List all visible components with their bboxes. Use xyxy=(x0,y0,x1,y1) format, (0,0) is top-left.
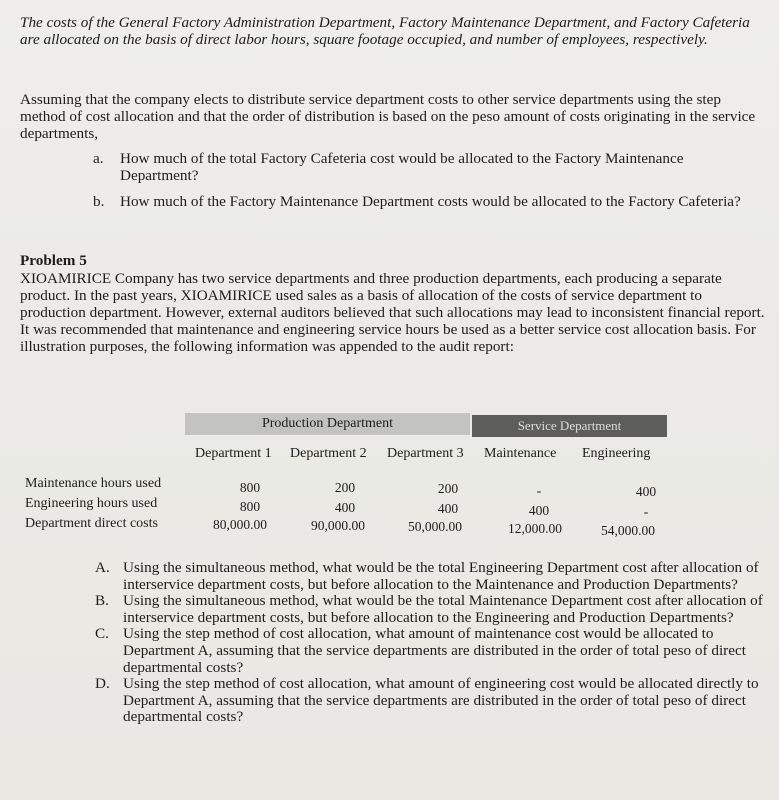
table-cell: 400 xyxy=(528,503,550,518)
table-cell: 54,000.00 xyxy=(601,523,655,538)
column-header-dept1: Department 1 xyxy=(195,446,272,461)
assumption-paragraph: Assuming that the company elects to distribute service department costs to other service departments using the step method of cost allocation and that the order of distribution is based on the peso amount of costs originating in the service departments, xyxy=(20,91,756,142)
question-list xyxy=(95,560,763,726)
table-cell: - xyxy=(536,483,542,498)
table-cell: 200 xyxy=(437,481,459,496)
table-cell: 800 xyxy=(239,499,261,514)
table-cell: 80,000.00 xyxy=(213,517,267,532)
sub-question-text: How much of the total Factory Cafeteria cost would be allocated to the Factory Maintenance Department? xyxy=(120,150,684,184)
question-label: C. xyxy=(95,625,109,643)
sub-question-label: b. xyxy=(93,193,105,210)
question-b xyxy=(95,593,763,626)
table-cell: 400 xyxy=(635,484,657,499)
table-cell: 400 xyxy=(334,500,356,515)
question-c xyxy=(95,626,763,676)
question-text: Using the step method of cost allocation, what amount of maintenance cost would be allocated to Department A, assuming that the service departments are distributed in the order of total peso of direct departmental costs? xyxy=(123,625,746,676)
question-label: D. xyxy=(95,675,110,693)
table-cell: 50,000.00 xyxy=(408,519,462,534)
question-text: Using the step method of cost allocation, what amount of engineering cost would be allocated directly to Department A, assuming that the service departments are distributed in the order of total peso of direct departmental costs? xyxy=(123,675,759,726)
table-cell: 90,000.00 xyxy=(311,518,365,533)
row-label-maintenance-hours: Maintenance hours used xyxy=(25,476,162,491)
question-text: Using the simultaneous method, what would be the total Engineering Department cost after allocation of interservice department costs, but before allocation to the Maintenance and Production Departments? xyxy=(123,559,759,593)
column-header-engineering: Engineering xyxy=(582,446,651,461)
question-label: A. xyxy=(95,559,110,576)
question-label: B. xyxy=(95,592,109,610)
table-cell: - xyxy=(643,504,649,519)
sub-question-label: a. xyxy=(93,150,104,167)
column-header-dept2: Department 2 xyxy=(290,446,367,461)
intro-paragraph xyxy=(20,14,765,48)
table-cell: 400 xyxy=(437,501,459,516)
table-cell: 200 xyxy=(334,480,356,495)
question-d xyxy=(95,676,763,726)
table-cell: 800 xyxy=(239,480,261,495)
service-department-header: Service Department xyxy=(472,415,667,437)
sub-question-text: How much of the Factory Maintenance Department costs would be allocated to the Factory Cafeteria? xyxy=(120,193,741,210)
question-a xyxy=(95,560,763,593)
problem-body: XIOAMIRICE Company has two service departments and three production departments, each producing a separate product. In the past years, XIOAMIRICE used sales as a basis of allocation of the costs of service department to production department. However, external auditors believed that such allocations may lead to inconsistent financial report. It was recommended that maintenance and engineering service hours be used as a better service cost allocation basis. For illustration purposes, the following information was appended to the audit report: xyxy=(20,270,765,355)
question-text: Using the simultaneous method, what would be the total Maintenance Department cost after allocation of interservice department costs, but before allocation to the Engineering and Production Departments? xyxy=(123,592,763,626)
table-cell: 12,000.00 xyxy=(508,521,562,536)
intro-italic: The costs of the General Factory Administration Department, Factory Maintenance Department, and Factory xyxy=(20,14,689,31)
column-header-maintenance: Maintenance xyxy=(484,446,557,461)
row-label-engineering-hours: Engineering hours used xyxy=(25,496,158,511)
row-label-direct-costs: Department direct costs xyxy=(25,516,158,531)
column-header-dept3: Department 3 xyxy=(387,446,464,461)
problem-title: Problem 5 xyxy=(20,252,87,269)
production-department-header: Production Department xyxy=(185,413,470,435)
intro-italic-2: Cafeteria are allocated on the basis of direct labor hours, square footage occupied, and number of employees, respectively. xyxy=(20,14,750,48)
